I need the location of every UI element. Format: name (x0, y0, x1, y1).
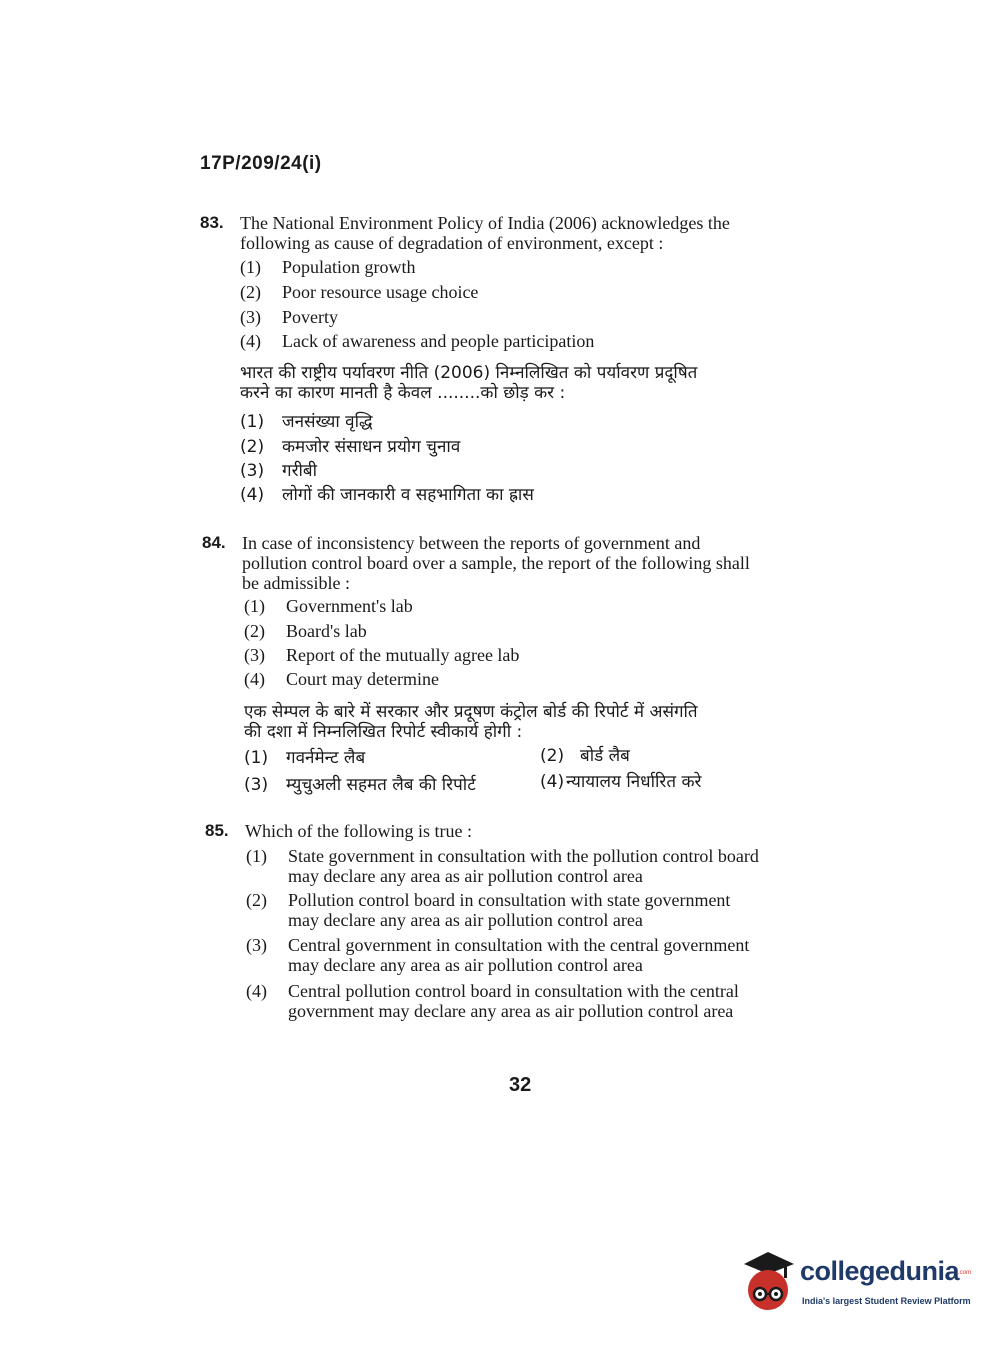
option-en: (1) State government in consultation with the pollution control board may declare any area as air pollution control area (246, 846, 759, 886)
option-en: (4) Lack of awareness and people participation (240, 331, 595, 351)
mascot-icon (740, 1250, 798, 1314)
option-hi: (3) गरीबी (240, 461, 318, 481)
option-en: (2) Pollution control board in consultation with state government may declare any area as air pollution control area (246, 890, 731, 930)
logo-suffix: .com (958, 1270, 972, 1276)
logo-name: collegedunia (800, 1256, 960, 1286)
option-en: (2) Board's lab (244, 621, 367, 641)
question-stem-hi: एक सेम्पल के बारे में सरकार और प्रदूषण कंट्रोल बोर्ड की रिपोर्ट में असंगति की दशा में निम्नलिखित रिपोर्ट स्वीकार्य होगी : (244, 702, 698, 742)
option-hi: (4) न्यायालय निर्धारित करे (540, 772, 702, 792)
logo-tagline: India's largest Student Review Platform (802, 1296, 971, 1306)
option-hi: (2) कमजोर संसाधन प्रयोग चुनाव (240, 437, 461, 457)
paper-code: 17P/209/24(i) (200, 153, 322, 174)
question-stem-en: In case of inconsistency between the reports of government and pollution control board over a sample, the report of the following shall be admissible : (242, 533, 750, 593)
question-number: 84. (202, 533, 226, 552)
question-number: 83. (200, 213, 224, 232)
option-en: (4) Central pollution control board in consultation with the central government may declare any area as air pollution control area (246, 981, 739, 1021)
option-en: (2) Poor resource usage choice (240, 282, 479, 302)
option-en: (1) Government's lab (244, 596, 413, 616)
question-number: 85. (205, 821, 229, 840)
option-en: (1) Population growth (240, 257, 416, 277)
question-stem-en: Which of the following is true : (245, 821, 472, 841)
option-hi: (1) जनसंख्या वृद्धि (240, 412, 373, 432)
page-number: 32 (509, 1074, 532, 1096)
option-hi: (2) बोर्ड लैब (540, 746, 630, 766)
question-stem-en: The National Environment Policy of India (2006) acknowledges the following as cause of degradation of environment, except : (240, 213, 730, 253)
option-hi: (1) गवर्नमेन्ट लैब (244, 748, 366, 768)
option-hi: (4) लोगों की जानकारी व सहभागिता का ह्रास (240, 485, 534, 505)
option-en: (3) Central government in consultation with the central government may declare any area as air pollution control area (246, 935, 750, 975)
collegedunia-logo[interactable] (740, 1248, 970, 1318)
question-stem-hi: भारत की राष्ट्रीय पर्यावरण नीति (2006) निम्नलिखित को पर्यावरण प्रदूषित करने का कारण मानती है केवल ........को छोड़ कर : (240, 363, 698, 403)
option-hi: (3) म्युचुअली सहमत लैब की रिपोर्ट (244, 775, 476, 795)
option-en: (3) Report of the mutually agree lab (244, 645, 520, 665)
option-en: (4) Court may determine (244, 669, 439, 689)
option-en: (3) Poverty (240, 307, 338, 327)
